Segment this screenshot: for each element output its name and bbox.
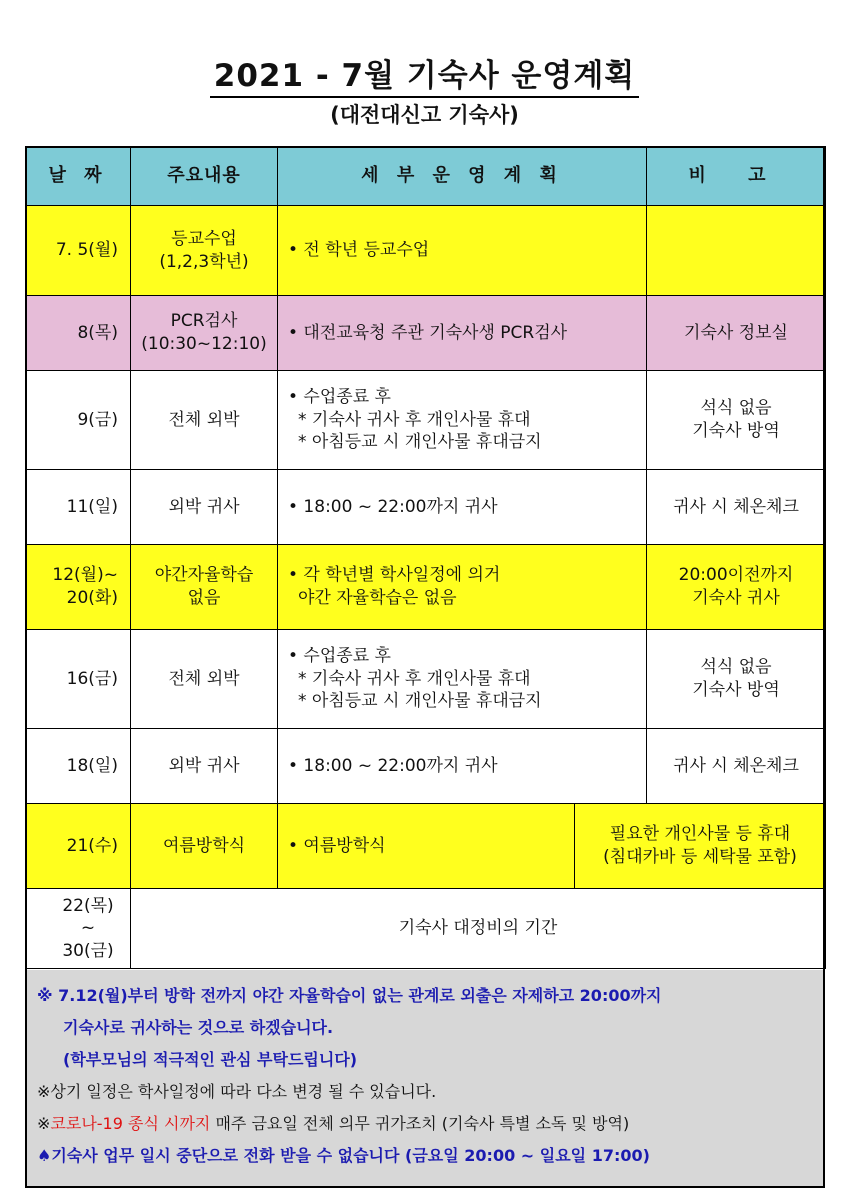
row-note: 석식 없음 기숙사 방역 — [647, 630, 826, 729]
header-date: 날 짜 — [26, 147, 131, 206]
row-note: 20:00이전까지 기숙사 귀사 — [647, 545, 826, 630]
note-line: 기숙사로 귀사하는 것으로 하겠습니다. — [63, 1018, 334, 1037]
row-date: 12(월)~ 20(화) — [26, 545, 131, 630]
row-detail: • 수업종료 후 * 기숙사 귀사 후 개인사물 휴대 * 아침등교 시 개인사물 휴대금지 — [278, 630, 647, 729]
row-content: 외박 귀사 — [131, 470, 278, 545]
row-note: 필요한 개인사물 등 휴대 (침대카바 등 세탁물 포함) — [575, 804, 826, 889]
row-content: 외박 귀사 — [131, 729, 278, 804]
row-date: 16(금) — [26, 630, 131, 729]
page-subtitle: (대전대신고 기숙사) — [330, 103, 519, 127]
row-date: 7. 5(월) — [26, 206, 131, 296]
row-content: PCR검사 (10:30~12:10) — [131, 296, 278, 371]
row-detail: • 대전교육청 주관 기숙사생 PCR검사 — [278, 296, 647, 371]
row-note: 귀사 시 체온체크 — [647, 470, 826, 545]
row-date: 18(일) — [26, 729, 131, 804]
note-line: ♠기숙사 업무 일시 중단으로 전화 받을 수 없습니다 (금요일 20:00 ~ 일요일 17:00) — [37, 1146, 650, 1165]
row-content: 등교수업 (1,2,3학년) — [131, 206, 278, 296]
row-note: 귀사 시 체온체크 — [647, 729, 826, 804]
row-date: 9(금) — [26, 371, 131, 470]
row-date: 21(수) — [26, 804, 131, 889]
row-content: 전체 외박 — [131, 630, 278, 729]
header-note: 비 고 — [647, 147, 826, 206]
note-line: ※상기 일정은 학사일정에 따라 다소 변경 될 수 있습니다. — [37, 1082, 437, 1101]
header-content: 주요내용 — [131, 147, 278, 206]
row-detail: • 18:00 ~ 22:00까지 귀사 — [278, 729, 647, 804]
row-content: 여름방학식 — [131, 804, 278, 889]
row-date: 22(목) ~ 30(금) — [26, 889, 131, 969]
row-merged: 기숙사 대정비의 기간 — [131, 889, 826, 969]
note-line: (학부모님의 적극적인 관심 부탁드립니다) — [63, 1050, 358, 1069]
row-detail: • 여름방학식 — [278, 804, 575, 889]
row-note: 기숙사 정보실 — [647, 296, 826, 371]
row-date: 8(목) — [26, 296, 131, 371]
outer-frame — [25, 146, 825, 1188]
row-note: 석식 없음 기숙사 방역 — [647, 371, 826, 470]
header-detail: 세 부 운 영 계 획 — [278, 147, 647, 206]
row-detail: • 전 학년 등교수업 — [278, 206, 647, 296]
note-line: ※코로나-19 종식 시까지 매주 금요일 전체 의무 귀가조치 (기숙사 특별 소독 및 방역) — [37, 1114, 630, 1133]
row-detail: • 수업종료 후 * 기숙사 귀사 후 개인사물 휴대 * 아침등교 시 개인사물 휴대금지 — [278, 371, 647, 470]
row-content: 야간자율학습 없음 — [131, 545, 278, 630]
note-line: ※ 7.12(월)부터 방학 전까지 야간 자율학습이 없는 관계로 외출은 자제하고 20:00까지 — [37, 986, 662, 1005]
row-detail: • 18:00 ~ 22:00까지 귀사 — [278, 470, 647, 545]
row-date: 11(일) — [26, 470, 131, 545]
row-detail: • 각 학년별 학사일정에 의거 야간 자율학습은 없음 — [278, 545, 647, 630]
page-title: 2021 - 7월 기숙사 운영계획 — [0, 50, 849, 95]
row-content: 전체 외박 — [131, 371, 278, 470]
